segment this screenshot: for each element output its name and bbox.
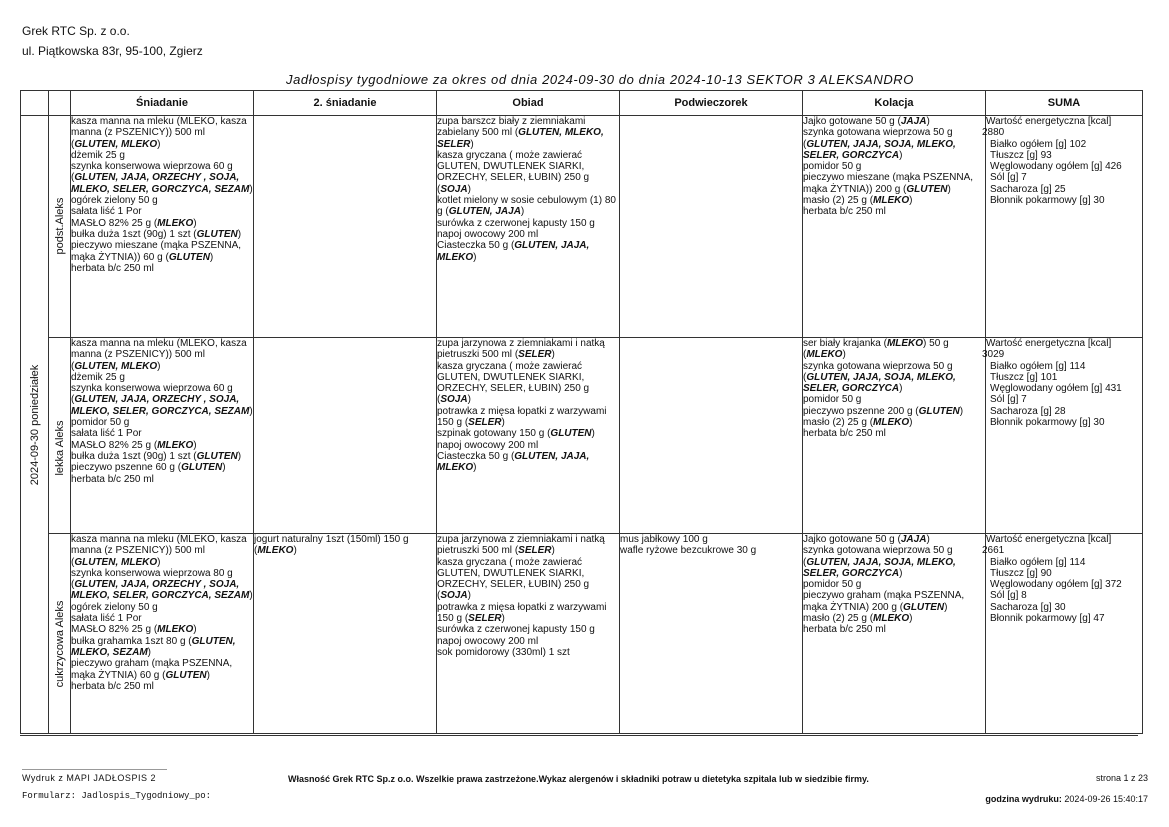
meal-item: kotlet mielony w sosie cebulowym (1) 80 g (GLUTEN, JAJA) [437,195,616,218]
energy-value: 2880 [982,127,1005,139]
document-title: Jadłospisy tygodniowe za okres od dnia 2024-09-30 do dnia 2024-10-13 SEKTOR 3 ALEKSANDRO [285,72,915,87]
meal-cell-podwieczorek [620,338,803,534]
meal-cell-obiad [437,338,620,534]
sucrose-value: Sacharoza [g] 25 [990,183,1066,195]
meal-cell-obiad [437,534,620,734]
diet-name-cell [49,116,71,338]
meal-item: kasza manna na mleku (MLEKO, kasza manna (z PSZENICY)) 500 ml (GLUTEN, MLEKO) [71,338,247,372]
fat-value: Tłuszcz [g] 101 [990,371,1058,383]
meal-item: surówka z czerwonej kapusty 150 g [437,217,595,229]
company-address: ul. Piątkowska 83r, 95-100, Zgierz [22,44,203,58]
energy-label: Wartość energetyczna [kcal] [986,338,1112,349]
protein-value: Białko ogółem [g] 114 [990,556,1086,568]
meal-cell-sniadanie [71,116,254,338]
print-time [985,794,1148,804]
meal-cell-kolacja [803,338,986,534]
meal-item: pomidor 50 g [803,161,862,173]
diet-name: podst.Aleks [53,197,66,255]
meal-item: herbata b/c 250 ml [71,473,154,485]
salt-value: Sól [g] 7 [990,394,1027,406]
meal-item: zupa barszcz biały z ziemniakami zabielany 500 ml (GLUTEN, MLEKO, SELER) [437,116,604,150]
diet-row [21,534,1143,734]
meal-cell-podwieczorek [620,116,803,338]
meal-item: herbata b/c 250 ml [803,428,886,440]
column-header-drugie-sniadanie: 2. śniadanie [254,91,437,116]
footer-form: Formularz: Jadlospis_Tygodniowy_po: [22,791,212,801]
meal-item: sałata liść 1 Por [71,613,142,625]
diet-name-cell [49,534,71,734]
meal-item: napoj owocowy 200 ml [437,228,539,240]
meal-item: pomidor 50 g [803,394,862,406]
page-number: strona 1 z 23 [1095,773,1148,783]
menu-table [20,90,1143,734]
fiber-value: Błonnik pokarmowy [g] 47 [990,613,1105,625]
energy-value: 2661 [982,545,1005,557]
sucrose-value: Sacharoza [g] 30 [990,601,1066,613]
meal-item: pieczywo graham (mąka PSZENNA, mąka ŻYTNIA) 60 g (GLUTEN) [71,658,233,681]
meal-item: ogórek zielony 50 g [71,195,158,207]
meal-item: napoj owocowy 200 ml [437,439,539,451]
meal-item: potrawka z mięsa łopatki z warzywami 150 g (SELER) [437,405,607,429]
diet-name: lekka Aleks [53,420,66,476]
meal-cell-kolacja [803,534,986,734]
meal-cell-kolacja [803,116,986,338]
protein-value: Białko ogółem [g] 102 [990,138,1087,150]
column-header-row [21,91,1143,116]
diet-name: cukrzycowa Aleks [53,600,66,688]
meal-item: Jajko gotowane 50 g (JAJA) [803,116,930,127]
meal-item: herbata b/c 250 ml [71,262,154,274]
meal-item: kasza gryczana ( może zawierać GLUTEN, DWUTLENEK SIARKI, ORZECHY, SELER, ŁUBIN) 250 g (SOJA) [437,556,590,602]
meal-item: herbata b/c 250 ml [803,624,886,636]
meal-item: pomidor 50 g [71,417,130,429]
meal-item: pieczywo pszenne 60 g (GLUTEN) [71,462,226,474]
salt-value: Sól [g] 8 [990,590,1027,602]
meal-item: MASŁO 82% 25 g (MLEKO) [71,217,197,229]
day-label: 2024-09-30 poniedziałek [28,364,41,485]
meal-item: szynka konserwowa wieprzowa 60 g (GLUTEN, JAJA, ORZECHY , SOJA, MLEKO, SELER, GORCZYCA, SEZAM) [71,383,253,417]
meal-item: zupa jarzynowa z ziemniakami i natką pietruszki 500 ml (SELER) [437,534,605,557]
meal-item: surówka z czerwonej kapusty 150 g [437,624,595,636]
meal-item: kasza manna na mleku (MLEKO, kasza manna (z PSZENICY)) 500 ml (GLUTEN, MLEKO) [71,116,247,150]
salt-value: Sól [g] 7 [990,172,1027,184]
meal-cell-drugie-sniadanie [254,338,437,534]
carbs-value: Węglowodany ogółem [g] 426 [990,161,1122,173]
meal-item: sałata liść 1 Por [71,206,142,218]
meal-item: sałata liść 1 Por [71,428,142,440]
column-header-suma: SUMA [986,91,1143,116]
meal-item: napoj owocowy 200 ml [437,635,539,647]
meal-item: herbata b/c 250 ml [71,680,154,692]
column-header-sniadanie: Śniadanie [71,91,254,116]
energy-label: Wartość energetyczna [kcal] [986,534,1112,545]
company-name: Grek RTC Sp. z o.o. [22,24,130,38]
meal-item: Ciasteczka 50 g (GLUTEN, JAJA, MLEKO) [437,240,590,263]
energy-label: Wartość energetyczna [kcal] [986,116,1112,127]
protein-value: Białko ogółem [g] 114 [990,360,1086,372]
meal-item: herbata b/c 250 ml [803,206,886,218]
meal-item: pieczywo pszenne 200 g (GLUTEN) [803,405,964,417]
fiber-value: Błonnik pokarmowy [g] 30 [990,417,1105,429]
meal-cell-sniadanie [71,338,254,534]
meal-item: kasza gryczana ( może zawierać GLUTEN, DWUTLENEK SIARKI, ORZECHY, SELER, ŁUBIN) 250 g (SOJA) [437,360,590,406]
meal-item: Jajko gotowane 50 g (JAJA) [803,534,930,545]
meal-item: bułka duża 1szt (90g) 1 szt (GLUTEN) [71,228,242,240]
meal-item: mus jabłkowy 100 g [620,534,708,545]
meal-item: jogurt naturalny 1szt (150ml) 150 g (MLEKO) [254,534,409,557]
meal-item: kasza manna na mleku (MLEKO, kasza manna (z PSZENICY)) 500 ml (GLUTEN, MLEKO) [71,534,247,568]
meal-item: masło (2) 25 g (MLEKO) [803,195,913,207]
print-time-value: 2024-09-26 15:40:17 [1064,794,1148,804]
column-header-kolacja: Kolacja [803,91,986,116]
meal-item: masło (2) 25 g (MLEKO) [803,613,913,625]
column-header-podwieczorek: Podwieczorek [620,91,803,116]
meal-item: masło (2) 25 g (MLEKO) [803,417,913,429]
meal-item: pieczywo mieszane (mąka PSZENNA, mąka ŻYTNIA)) 200 g (GLUTEN) [803,172,974,195]
meal-cell-sniadanie [71,534,254,734]
carbs-value: Węglowodany ogółem [g] 431 [990,383,1122,395]
carbs-value: Węglowodany ogółem [g] 372 [990,579,1122,591]
meal-item: bułka grahamka 1szt 80 g (GLUTEN, MLEKO, SEZAM) [71,635,236,658]
diet-name-cell [49,338,71,534]
meal-cell-obiad [437,116,620,338]
meal-item: potrawka z mięsa łopatki z warzywami 150 g (SELER) [437,601,607,625]
meal-item: sok pomidorowy (330ml) 1 szt [437,646,570,658]
meal-item: dżemik 25 g [71,371,125,383]
meal-item: dżemik 25 g [71,149,125,161]
diet-row [21,338,1143,534]
nutrition-summary-cell [982,534,1143,734]
meal-item: kasza gryczana ( może zawierać GLUTEN, DWUTLENEK SIARKI, ORZECHY, SELER, ŁUBIN) 250 g (SOJA) [437,149,590,195]
meal-item: pomidor 50 g [803,579,862,591]
meal-item: MASŁO 82% 25 g (MLEKO) [71,624,197,636]
meal-item: ser biały krajanka (MLEKO) 50 g (MLEKO) [803,338,949,361]
meal-item: ogórek zielony 50 g [71,601,158,613]
meal-item: szynka konserwowa wieprzowa 80 g (GLUTEN, JAJA, ORZECHY , SOJA, MLEKO, SELER, GORCZYCA, SEZAM) [71,567,253,602]
meal-item: zupa jarzynowa z ziemniakami i natką pietruszki 500 ml (SELER) [437,338,605,361]
energy-value: 3029 [982,349,1005,361]
meal-item: pieczywo mieszane (mąka PSZENNA, mąka ŻYTNIA)) 60 g (GLUTEN) [71,240,242,263]
column-header-obiad: Obiad [437,91,620,116]
sucrose-value: Sacharoza [g] 28 [990,405,1066,417]
fat-value: Tłuszcz [g] 90 [990,567,1052,579]
day-label-cell [21,116,49,734]
meal-item: bułka duża 1szt (90g) 1 szt (GLUTEN) [71,450,242,462]
nutrition-summary-cell [982,338,1143,534]
footer-printout: Wydruk z MAPI JADŁOSPIS 2 [22,773,156,783]
meal-item: pieczywo graham (mąka PSZENNA, mąka ŻYTNIA) 200 g (GLUTEN) [803,590,965,613]
footer-ownership: Własność Grek RTC Sp.z o.o. Wszelkie prawa zastrzeżone.Wykaz alergenów i składniki potraw u dietetyka szpitala lub w siedzibie firmy. [288,774,869,784]
meal-item: wafle ryżowe bezcukrowe 30 g [620,545,757,557]
meal-item: Ciasteczka 50 g (GLUTEN, JAJA, MLEKO) [437,450,590,474]
fiber-value: Błonnik pokarmowy [g] 30 [990,195,1105,207]
print-time-label: godzina wydruku: [985,794,1062,804]
meal-cell-drugie-sniadanie [254,116,437,338]
meal-item: MASŁO 82% 25 g (MLEKO) [71,439,197,451]
meal-item: szynka gotowana wieprzowa 50 g (GLUTEN, JAJA, SOJA, MLEKO, SELER, GORCZYCA) [803,127,956,161]
page-cut-line [20,735,1138,736]
meal-cell-podwieczorek [620,534,803,734]
meal-item: szynka gotowana wieprzowa 50 g (GLUTEN, JAJA, SOJA, MLEKO, SELER, GORCZYCA) [803,360,956,395]
fat-value: Tłuszcz [g] 93 [990,149,1052,161]
meal-item: szpinak gotowany 150 g (GLUTEN) [437,428,595,440]
meal-item: szynka konserwowa wieprzowa 60 g (GLUTEN, JAJA, ORZECHY , SOJA, MLEKO, SELER, GORCZYCA, SEZAM) [71,161,253,195]
meal-cell-drugie-sniadanie [254,534,437,734]
nutrition-summary-cell [982,116,1143,338]
meal-item: szynka gotowana wieprzowa 50 g (GLUTEN, JAJA, SOJA, MLEKO, SELER, GORCZYCA) [803,545,956,579]
diet-row [21,116,1143,338]
footer-divider [22,769,167,770]
